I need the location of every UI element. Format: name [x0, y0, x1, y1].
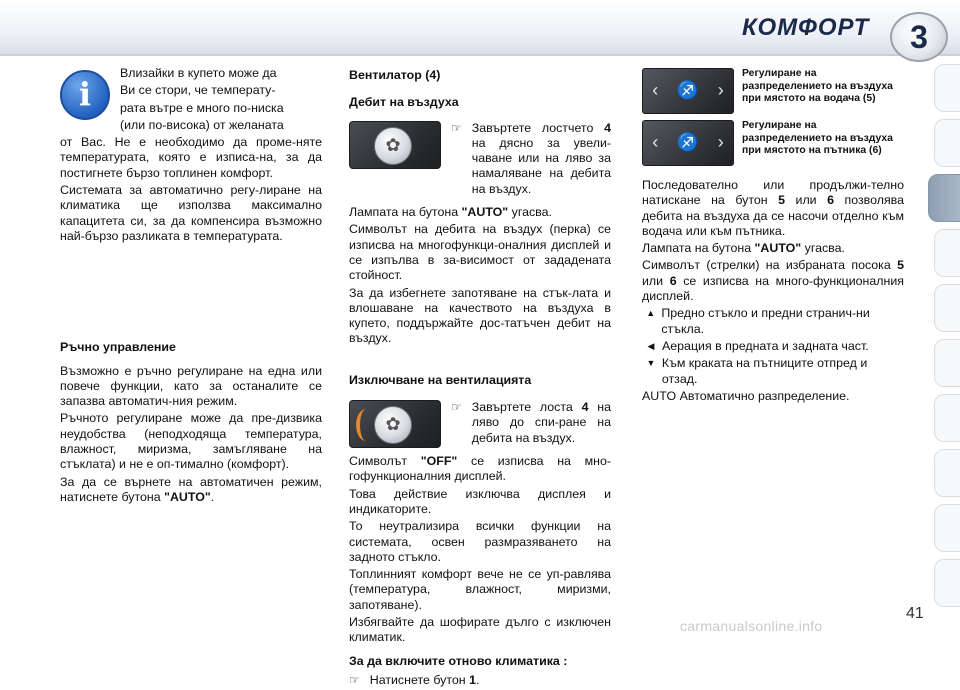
column-right [642, 68, 904, 406]
chevron-left-icon: ‹ [652, 80, 659, 101]
off-turn-num: 4 [581, 400, 589, 415]
chapter-tab-5[interactable] [934, 284, 960, 332]
pointing-hand-icon: ☞ [451, 120, 462, 135]
chapter-tab-1[interactable] [934, 64, 960, 112]
p1-or: или [785, 193, 828, 208]
off-paragraph-4: Топлинният комфорт вече не се уп-равлява (температура, влажност, миризми, запотяване). [349, 567, 611, 612]
arrows-post: се изписва на много-функционалния дисплей. [642, 273, 904, 304]
p1-n5: 5 [778, 193, 786, 208]
auto-button-label: "AUTO" [164, 489, 211, 504]
turn-num: 4 [604, 120, 611, 135]
off-label: "OFF" [420, 454, 458, 469]
p1-n6: 6 [827, 193, 835, 208]
lamp-post: угасва. [508, 205, 552, 220]
on-num: 1 [469, 672, 476, 687]
turn-text [472, 121, 611, 197]
symbol-paragraph: Символът на дебита на въздух (перка) се изписва на многофункци-оналния дисплей и се изпълва в за-висимост от зададената стойност. [349, 222, 611, 283]
header-divider [0, 54, 960, 56]
lamp2-pre: Лампата на бутона [642, 241, 755, 256]
manual-paragraph-2: Ръчното регулиране може да пре-дизвика неудобства (неподходяща температура, влажност, миризма, замъгляване на стъклата) и не е оп-тимално (комфорт). [60, 411, 322, 472]
off-instruction [451, 400, 611, 448]
off-paragraph-2: Това действие изключва дисплея и индикаторите. [349, 486, 611, 516]
p1-pre: Последователно или продължи-телно натискане на бутон [642, 178, 904, 208]
fan-knob-off-image [349, 400, 441, 448]
turn-post: на дясно за увели-чаване или на ляво за намаляване на дебита на въздух. [471, 135, 611, 196]
driver-distribution-caption: Регулиране на разпределението на въздуха при мястото на водача (5) [742, 68, 893, 104]
passenger-distribution-row [642, 120, 904, 166]
intro-line-3: рата вътре е много по-ниска [120, 100, 284, 115]
manual-paragraph-3 [60, 475, 322, 506]
column-left [60, 66, 322, 507]
lamp-auto: "AUTO" [461, 205, 509, 220]
lamp-pre: Лампата на бутона [349, 205, 462, 220]
pointing-hand-icon: ☞ [451, 400, 462, 415]
auto-system-paragraph: Системата за автоматично регу-лиране на климатика ще използва максимално капацитета си, за да компенсира възможно най-бързо разликата в температурата. [60, 183, 322, 243]
chevron-right-icon: › [717, 80, 724, 101]
off-paragraph-5: Избягвайте да шофирате дълго с изключен климатик. [349, 615, 611, 645]
on-pre: Натиснете бутон [369, 672, 470, 687]
off-symbol-pre: Символът [349, 454, 421, 469]
off-knob-row [349, 400, 611, 448]
chapter-tab-9[interactable] [934, 504, 960, 552]
p1-post: позволява дебита на въздуха да се насочи отделно към водача или към пътника. [642, 193, 904, 238]
chapter-tab-7[interactable] [934, 394, 960, 442]
driver-distribution-row [642, 68, 904, 114]
lamp-paragraph [349, 205, 611, 220]
airflow-heading: Дебит на въздуха [349, 95, 459, 110]
arrow-up-icon: ▲ [646, 308, 656, 319]
off-turn-pre: Завъртете лоста [471, 400, 582, 415]
off-paragraph-3: То неутрализира всички функции на системата, освен размразяването на задното стъкло. [349, 519, 611, 564]
info-icon: i [60, 70, 110, 120]
chevron-right-icon: › [717, 132, 724, 153]
arrows-n5: 5 [897, 258, 904, 273]
passenger-distribution-buttons-image [642, 120, 734, 166]
fan-heading: Вентилатор (4) [349, 68, 441, 82]
off-symbol-post: се изписва на мно-гофункционалния дисплей. [349, 454, 611, 484]
chapter-tab-4[interactable] [934, 229, 960, 277]
manual-paragraph-1: Възможно е ръчно регулиране на една или повече функции, като за останалите се запазва автоматич-ния режим. [60, 363, 322, 409]
auto-distribution-paragraph: AUTO Автоматично разпределение. [642, 388, 850, 403]
list-item-text: Предно стъкло и предни странич-ни стъкла. [661, 306, 870, 336]
arrow-down-icon: ▼ [646, 358, 656, 369]
off-turn-post: на ляво до спи-ране на дебита на въздух. [471, 400, 611, 445]
chapter-tabs [930, 64, 960, 624]
turn-on-text [370, 673, 480, 688]
chapter-tab-2[interactable] [934, 119, 960, 167]
chapter-tab-10[interactable] [934, 559, 960, 607]
airflow-person-icon: ♐ [676, 80, 700, 101]
list-item [642, 339, 904, 354]
arrow-left-icon: ◀ [647, 340, 655, 351]
column-middle [349, 68, 611, 690]
distribution-paragraph [642, 178, 904, 239]
turn-on-heading: За да включите отново климатика : [349, 653, 568, 668]
fan-knob-row [349, 121, 611, 199]
fan-icon: ✿ [374, 406, 412, 444]
watermark: carmanualsonline.info [680, 618, 823, 634]
arrows-n6: 6 [669, 273, 677, 288]
chevron-left-icon: ‹ [652, 132, 659, 153]
arrows-or: или [642, 273, 670, 288]
list-item-text: Аерация в предната и задната част. [662, 338, 869, 353]
fan-icon: ✿ [374, 127, 412, 165]
chapter-tab-3-active[interactable] [928, 174, 960, 222]
arrows-pre: Символът (стрелки) на избраната посока [642, 258, 898, 273]
chapter-tab-6[interactable] [934, 339, 960, 387]
list-item-text: Към краката на пътниците отпред и отзад. [661, 356, 868, 386]
intro-line-2: Ви се стори, че температу- [120, 83, 276, 98]
lamp2-post: угасва. [801, 241, 845, 256]
chapter-badge: 3 [890, 12, 948, 62]
driver-distribution-buttons-image [642, 68, 734, 114]
passenger-distribution-caption: Регулиране на разпределението на въздуха при мястото на пътника (6) [742, 120, 893, 156]
on-post: . [475, 672, 480, 687]
list-item [642, 306, 904, 337]
chapter-tab-8[interactable] [934, 449, 960, 497]
off-turn-text [472, 400, 611, 446]
manual-p3-text: За да се върнете на автоматичен режим, натиснете бутона [60, 474, 322, 504]
intro-line-1: Влизайки в купето може да [120, 66, 277, 80]
intro-line-4: (или по-висока) от желаната [120, 117, 284, 132]
lamp2-auto: "AUTO" [754, 241, 802, 256]
lamp-paragraph-2 [642, 241, 904, 256]
turn-pre: Завъртете лостчето [471, 120, 605, 135]
page-title: КОМФОРТ [742, 14, 870, 41]
manual-p3-end: . [210, 489, 215, 504]
turn-instruction [451, 121, 611, 199]
airflow-person-icon: ♐ [676, 132, 700, 153]
page-number: 41 [906, 605, 924, 622]
off-symbol-paragraph [349, 454, 611, 485]
fan-knob-image [349, 121, 441, 169]
fog-paragraph: За да избегнете запотяване на стък-лата и влошаване на качеството на въздуха в купето, поддържайте дос-татъчен дебит на въздух. [349, 285, 611, 346]
list-item [642, 356, 904, 387]
intro-rest: от Вас. Не е необходимо да проме-няте температурата, която е изписа-на, за да постигнете бързо топлинен комфорт. [60, 135, 322, 180]
arrows-paragraph [642, 258, 904, 304]
pointing-hand-icon: ☞ [349, 672, 360, 687]
rotate-left-arrow-icon [356, 409, 376, 441]
ventilation-off-heading: Изключване на вентилацията [349, 372, 532, 387]
turn-on-instruction [349, 673, 611, 690]
manual-control-heading: Ръчно управление [60, 340, 176, 355]
